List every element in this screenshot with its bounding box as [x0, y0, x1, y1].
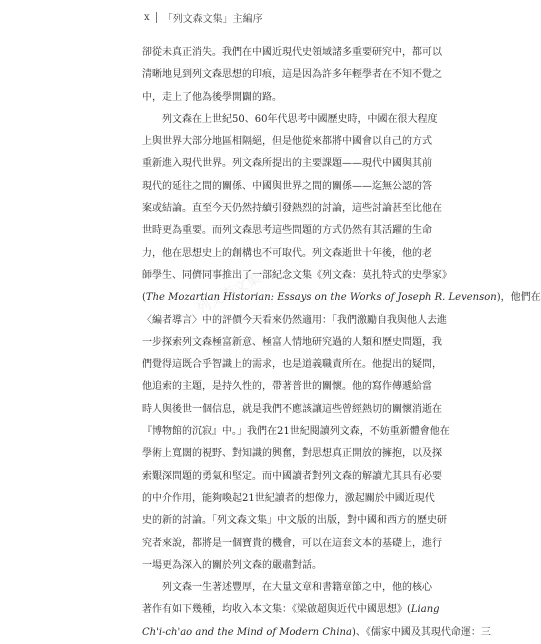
text-line: (The Mozartian Historian: Essays on the Works of Joseph R. Levenson)，他們在 — [142, 292, 541, 304]
text-line: 力，他在思想史上的創構也不可取代。列文森逝世十年後，他的老 — [142, 247, 432, 259]
text-line: 他追索的主題，是持久性的，帶著普世的關懷。他的寫作傳遞給當 — [142, 381, 432, 393]
watermark: 列文森文集 — [194, 270, 264, 318]
text-line: 究者來說，都將是一個寶貴的機會，可以在這套文本的基礎上，進行 — [142, 537, 442, 549]
text-line: 『博物館的沉寂』中。」我們在21世紀閱讀列文森，不妨重新體會他在 — [142, 426, 450, 438]
text-line: 一場更為深入的關於列文森的嚴肅對話。 — [142, 559, 322, 571]
text-line: 〈編者導言〉中的評價今天看來仍然適用：「我們激勵自我與他人去進 — [142, 314, 447, 326]
header-divider — [156, 12, 157, 23]
text-line: 清晰地見到列文森思想的印痕，這是因為許多年輕學者在不知不覺之 — [142, 69, 442, 81]
text-line: Ch'i-ch'ao and the Mind of Modern China)、《儒家中國及其現代命運：三 — [142, 626, 491, 638]
text-line: 列文森在上世紀50、60年代思考中國歷史時，中國在很大程度 — [162, 113, 438, 125]
text-line: 的中介作用，能夠喚起21世紀讀者的想像力，激起關於中國近現代 — [142, 492, 435, 504]
page-number: x — [144, 12, 150, 23]
text-line: 們覺得這既合乎智識上的需求，也是道義職責所在。他提出的疑問， — [142, 359, 442, 371]
text-line: 著作有如下幾種，均收入本文集：《梁啟超與近代中國思想》(Liang — [142, 604, 440, 616]
body-text — [142, 42, 541, 644]
text-line: 列文森一生著述豐厚，在大量文章和書籍章節之中，他的核心 — [162, 582, 432, 594]
text-line: 中，走上了他為後學開闢的路。 — [142, 91, 282, 103]
text-line: 世時更為重要。而列文森思考這些問題的方式仍然有其活躍的生命 — [142, 225, 432, 237]
running-title: 「列文森文集」主編序 — [162, 14, 263, 25]
running-header — [144, 10, 263, 25]
text-line: 學術上寬闊的視野、對知識的興奮，對思想真正開放的擁抱，以及探 — [142, 448, 442, 460]
text-line: 史的新的討論。「列文森文集」中文版的出版，對中國和西方的歷史研 — [142, 515, 447, 527]
text-line: 上與世界大部分地區相隔絕，但是他從來都將中國會以自己的方式 — [142, 136, 432, 148]
text-line: 索艱深問題的勇氣和堅定。而中國讀者對列文森的解讀尤其具有必要 — [142, 470, 442, 482]
text-line: 師學生、同儕同事推出了一部紀念文集《列文森：莫扎特式的史學家》 — [142, 269, 452, 281]
text-line: 一步探索列文森極富新意、極富人情地研究過的人類和歷史問題，我 — [142, 336, 442, 348]
text-line: 案或結論。直至今天仍然持續引發熱烈的討論，這些討論甚至比他在 — [142, 203, 442, 215]
text-line: 現代的延往之間的關係、中國與世界之間的關係——迄無公認的答 — [142, 180, 432, 192]
text-line: 重新進入現代世界。列文森所提出的主要課題——現代中國與其前 — [142, 158, 432, 170]
text-line: 卻從未真正消失。我們在中國近現代史領域諸多重要研究中，都可以 — [142, 47, 442, 58]
text-line: 時人與後世一個信息，就是我們不應該讓這些曾經熱切的關懷消逝在 — [142, 403, 442, 415]
